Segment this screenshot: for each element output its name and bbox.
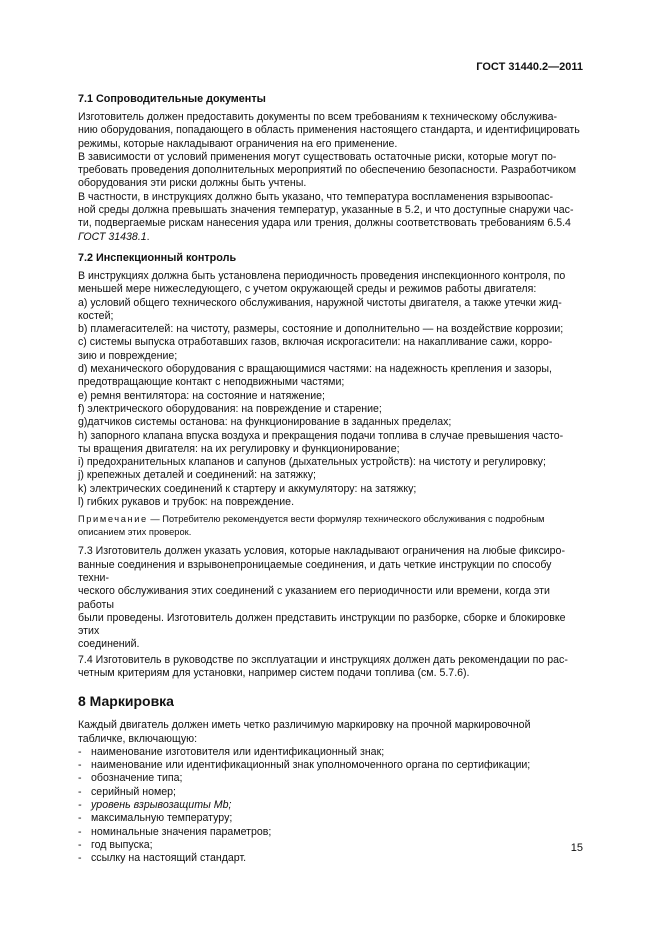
text-line: ти, подвергаемые рискам нанесения удара или трения, должны соответствовать требованиям 6.5.4 <box>78 217 571 230</box>
section-7-1-heading: 7.1 Сопроводительные документы <box>78 93 266 105</box>
text-line <box>78 231 582 244</box>
text-line: h) запорного клапана впуска воздуха и прекращения подачи топлива в случае превышения часто- <box>78 429 564 442</box>
section-7-2-heading: 7.2 Инспекционный контроль <box>78 251 237 264</box>
text-line: ты вращения двигателя: на их регулировку и функционирование; <box>78 442 400 455</box>
text-line: Изготовитель должен предоставить документы по всем требованиям к техническому обслужива- <box>78 111 558 123</box>
list-item: - год выпуска; <box>78 839 582 852</box>
list-item: - обозначение типа; <box>78 772 582 785</box>
text-line: е) ремня вентилятора: на состояние и натяжение; <box>78 389 325 402</box>
text-line: оборудования эти риски должны быть учтены. <box>78 177 307 190</box>
text-line: четным критериям для установки, например систем подачи топлива (см. 5.7.6). <box>78 666 470 679</box>
marking-list <box>78 746 582 866</box>
text-line: требовать проведения дополнительных мероприятий по обеспечению безопасности. Разработчиком <box>78 164 577 177</box>
text-line: были проведены. Изготовитель должен представить инструкции по разборке, сборке и блокировке этих <box>78 611 566 638</box>
text-line: j) крепежных деталей и соединений: на затяжку; <box>78 469 316 482</box>
text-line: 7.3 Изготовитель должен указать условия, которые накладывают ограничения на любые фиксиро- <box>78 545 565 558</box>
text-line: зию и повреждение; <box>78 349 178 362</box>
text-line: i) предохранительных клапанов и сапунов (дыхательных устройств): на чистоту и регулировку; <box>78 456 546 469</box>
text-line: с) системы выпуска отработавших газов, включая искрогасители: на накапливание сажи, корро- <box>78 336 553 349</box>
text-line: ванные соединения и взрывонепроницаемые соединения, и дать четкие инструкции по способу техни- <box>78 558 552 584</box>
text-line: ческого обслуживания этих соединений с указанием его периодичности или времени, когда эти работы <box>78 585 550 611</box>
page-content <box>78 92 582 866</box>
note-text: описанием этих проверок. <box>78 526 192 537</box>
list-item: - серийный номер; <box>78 786 582 799</box>
section-8-heading: 8 Маркировка <box>78 693 174 710</box>
text-line: В инструкциях должна быть установлена периодичность проведения инспекционного контроля, по <box>78 269 566 282</box>
standard-reference: ГОСТ 31438.1 <box>78 230 147 243</box>
list-item: - максимальную температуру; <box>78 812 582 825</box>
section-7-4 <box>78 654 582 681</box>
list-item: - номинальные значения параметров; <box>78 826 582 839</box>
text-line: режимы, которые накладывают ограничения на его применение. <box>78 137 398 150</box>
text-line: b) пламегасителей: на чистоту, размеры, состояние и дополнительно — на воздействие коррозии; <box>78 323 564 336</box>
note-text: — Потребителю рекомендуется вести формуляр технического обслуживания с подробным <box>150 514 545 525</box>
text-line: ной среды должна превышать значения температур, указанные в 5.2, и что доступные снаружи час- <box>78 204 574 217</box>
text-line: меньшей мере нижеследующего, с учетом окружающей среды и режимов работы двигателя: <box>78 283 537 296</box>
list-item: - уровень взрывозащиты Mb; <box>78 799 582 812</box>
section-7-2-body <box>78 270 582 538</box>
section-7-3 <box>78 545 582 651</box>
text-line: соединений. <box>78 638 140 651</box>
text-line: g)датчиков системы останова: на функционирование в заданных пределах; <box>78 416 452 429</box>
text-line: l) гибких рукавов и трубок: на повреждение. <box>78 496 295 509</box>
text-line: f) электрического оборудования: на повреждение и старение; <box>78 402 382 415</box>
note <box>78 513 582 538</box>
page-number: 15 <box>570 841 583 854</box>
text-line: k) электрических соединений к стартеру и аккумулятору: на затяжку; <box>78 482 417 495</box>
text-line: Каждый двигатель должен иметь четко различимую маркировку на прочной маркировочной <box>78 719 531 732</box>
note-label: Примечание <box>78 514 148 525</box>
text-line: d) механического оборудования с вращающимися частями: на надежность крепления и зазоры, <box>78 363 552 376</box>
list-item: - наименование или идентификационный знак уполномоченного органа по сертификации; <box>78 759 582 772</box>
section-8-body <box>78 719 582 865</box>
text-fragment: . <box>146 230 150 243</box>
list-item: - наименование изготовителя или идентификационный знак; <box>78 746 582 759</box>
text-line: а) условий общего технического обслуживания, наружной чистоты двигателя, а также утечки жид- <box>78 296 562 309</box>
text-line: табличке, включающую: <box>78 732 198 745</box>
section-7-1-body <box>78 111 582 244</box>
list-item: - ссылку на настоящий стандарт. <box>78 852 582 865</box>
text-line: В частности, в инструкциях должно быть указано, что температура воспламенения взрывоопас- <box>78 190 554 203</box>
text-line: нию оборудования, попадающего в область применения настоящего стандарта, и идентифицировать <box>78 124 580 137</box>
text-line: В зависимости от условий применения могут существовать остаточные риски, которые могут по- <box>78 150 557 163</box>
text-line: 7.4 Изготовитель в руководстве по эксплуатации и инструкциях должен дать рекомендации по рас- <box>78 653 568 666</box>
text-line: предотвращающие контакт с неподвижными частями; <box>78 376 345 389</box>
standard-number: ГОСТ 31440.2—2011 <box>476 61 583 73</box>
text-line: костей; <box>78 309 114 322</box>
